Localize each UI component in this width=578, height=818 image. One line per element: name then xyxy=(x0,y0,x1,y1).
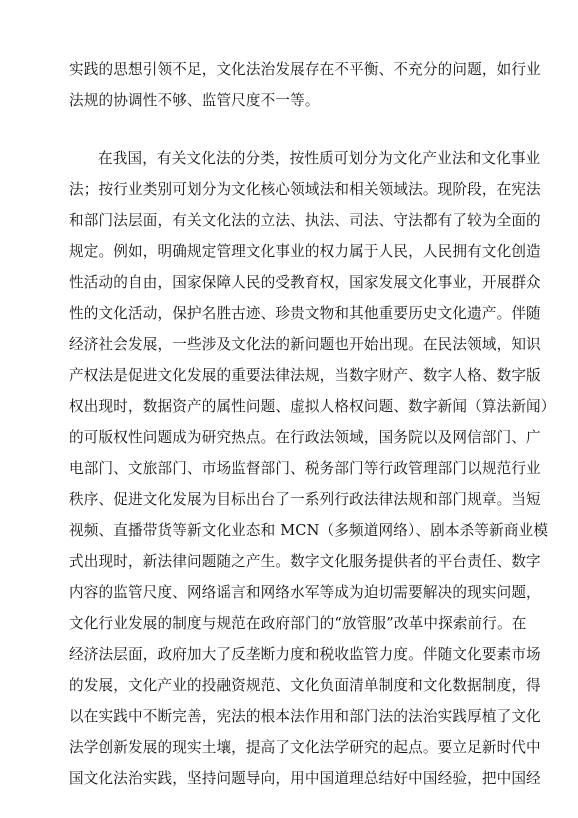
paragraph-line: 内容的监管尺度、网络谣言和网络水军等成为迫切需要解决的现实问题， xyxy=(69,584,541,601)
paragraph-line: 法学创新发展的现实土壤，提高了文化法学研究的起点。要立足新时代中 xyxy=(69,739,541,756)
paragraph-line: 规定。例如，明确规定管理文化事业的权力属于人民，人民拥有文化创造 xyxy=(69,243,541,260)
paragraph-line: 在我国，有关文化法的分类，按性质可划分为文化产业法和文化事业 xyxy=(98,150,541,167)
paragraph-line: 电部门、文旅部门、市场监督部门、税务部门等行政管理部门以规范行业 xyxy=(69,460,541,477)
paragraph-line: 性活动的自由，国家保障人民的受教育权，国家发展文化事业，开展群众 xyxy=(69,274,541,291)
paragraph-line: 秩序、促进文化发展为目标出台了一系列行政法律法规和部门规章。当短 xyxy=(69,491,541,508)
paragraph-line: 和部门法层面，有关文化法的立法、执法、司法、守法都有了较为全面的 xyxy=(69,212,541,229)
paragraph-line: 文化行业发展的制度与规范在政府部门的“放管服”改革中探索前行。在 xyxy=(69,615,527,632)
paragraph-line: 权出现时，数据资产的属性问题、虚拟人格权问题、数字新闻（算法新闻） xyxy=(69,398,556,415)
paragraph-line: 的可版权性问题成为研究热点。在行政法领域，国务院以及网信部门、广 xyxy=(69,429,541,446)
paragraph-line: 经济社会发展，一些涉及文化法的新问题也开始出现。在民法领域，知识 xyxy=(69,336,541,353)
paragraph-line: 经济法层面，政府加大了反垄断力度和税收监管力度。伴随文化要素市场 xyxy=(69,646,541,663)
paragraph-line: 产权法是促进文化发展的重要法律法规，当数字财产、数字人格、数字版 xyxy=(69,367,541,384)
paragraph-line: 国文化法治实践，坚持问题导向，用中国道理总结好中国经验，把中国经 xyxy=(69,770,541,787)
paragraph-line: 法；按行业类别可划分为文化核心领域法和相关领域法。现阶段，在宪法 xyxy=(69,181,541,198)
paragraph-line: 法规的协调性不够、监管尺度不一等。 xyxy=(69,92,320,109)
paragraph-line: 视频、直播带货等新文化业态和 MCN（多频道网络）、剧本杀等新商业模 xyxy=(69,522,549,539)
paragraph-line: 实践的思想引领不足，文化法治发展存在不平衡、不充分的问题，如行业 xyxy=(69,61,541,78)
paragraph-line: 式出现时，新法律问题随之产生。数字文化服务提供者的平台责任、数字 xyxy=(69,553,541,570)
paragraph-line: 性的文化活动，保护名胜古迹、珍贵文物和其他重要历史文化遗产。伴随 xyxy=(69,305,541,322)
paragraph-line: 以在实践中不断完善，宪法的根本法作用和部门法的法治实践厚植了文化 xyxy=(69,708,541,725)
paragraph-line: 的发展，文化产业的投融资规范、文化负面清单制度和文化数据制度，得 xyxy=(69,677,541,694)
